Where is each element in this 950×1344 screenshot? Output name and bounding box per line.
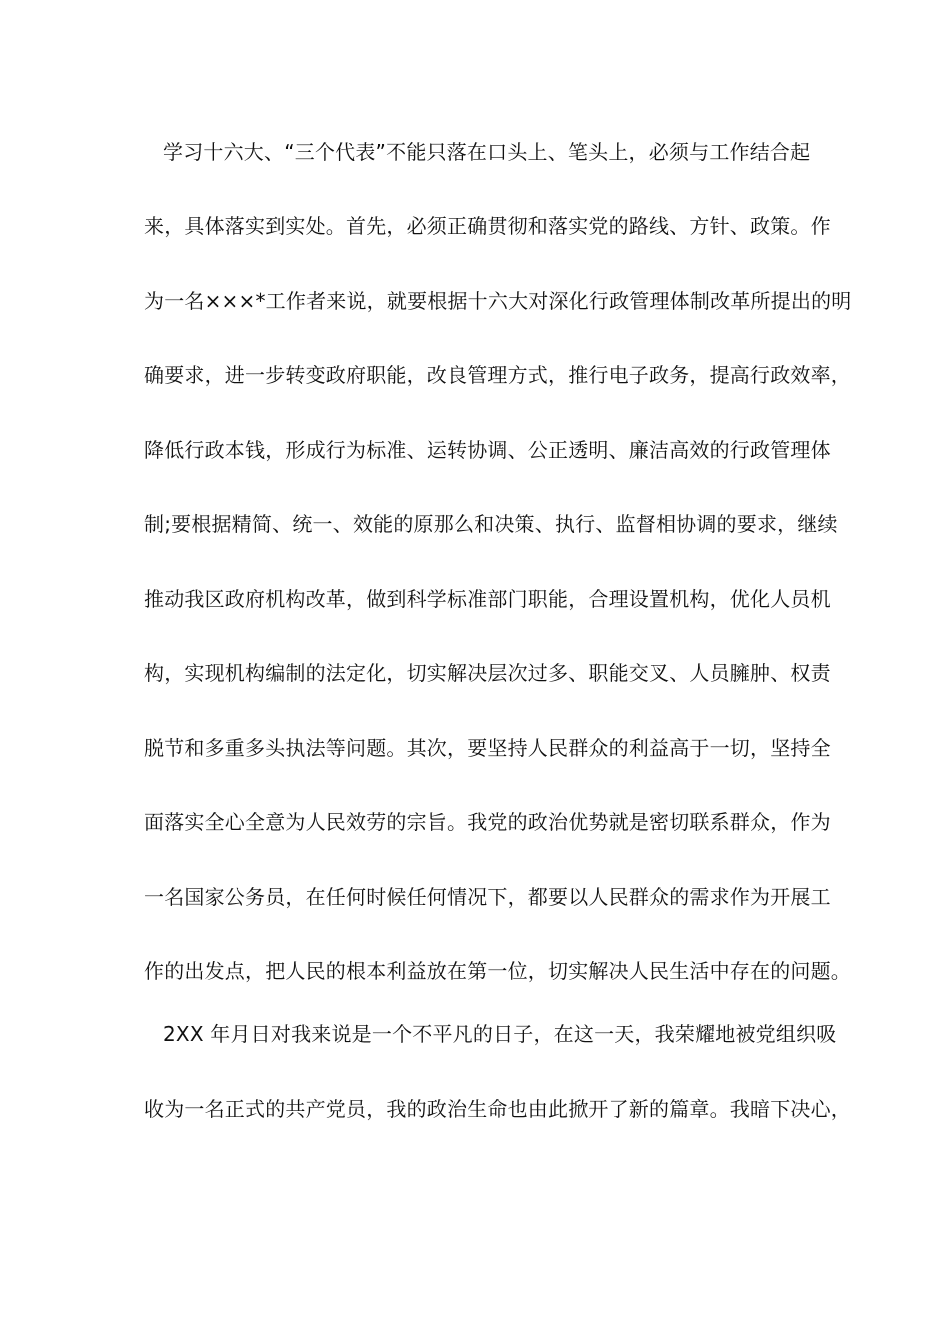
paragraph-line: 推动我区政府机构改革，做到科学标准部门职能，合理设置机构，优化人员机 bbox=[144, 587, 831, 611]
paragraph-line: 降低行政本钱，形成行为标准、运转协调、公正透明、廉洁高效的行政管理体 bbox=[144, 438, 831, 462]
paragraph-line: 脱节和多重多头执法等问题。其次，要坚持人民群众的利益高于一切，坚持全 bbox=[144, 736, 831, 760]
paragraph-line: 2XX 年月日对我来说是一个不平凡的日子，在这一天，我荣耀地被党组织吸 bbox=[163, 1022, 837, 1046]
paragraph-line: 一名国家公务员，在任何时候任何情况下，都要以人民群众的需求作为开展工 bbox=[144, 885, 831, 909]
paragraph-line: 作的出发点，把人民的根本利益放在第一位，切实解决人民生活中存在的问题。 bbox=[144, 959, 851, 983]
paragraph-line: 制;要根据精简、统一、效能的原那么和决策、执行、监督相协调的要求，继续 bbox=[144, 512, 838, 536]
paragraph-line: 收为一名正式的共产党员，我的政治生命也由此掀开了新的篇章。我暗下决心， bbox=[144, 1097, 851, 1121]
paragraph-line: 面落实全心全意为人民效劳的宗旨。我党的政治优势就是密切联系群众，作为 bbox=[144, 810, 831, 834]
paragraph-line: 学习十六大、“三个代表”不能只落在口头上、笔头上，必须与工作结合起 bbox=[163, 140, 811, 164]
paragraph-line: 为一名×××*工作者来说，就要根据十六大对深化行政管理体制改革所提出的明 bbox=[144, 289, 852, 313]
paragraph-line: 确要求，进一步转变政府职能，改良管理方式，推行电子政务，提高行政效率， bbox=[144, 363, 851, 387]
paragraph-line: 构，实现机构编制的法定化，切实解决层次过多、职能交叉、人员臃肿、权责 bbox=[144, 661, 831, 685]
paragraph-line: 来，具体落实到实处。首先，必须正确贯彻和落实党的路线、方针、政策。作 bbox=[144, 214, 831, 238]
